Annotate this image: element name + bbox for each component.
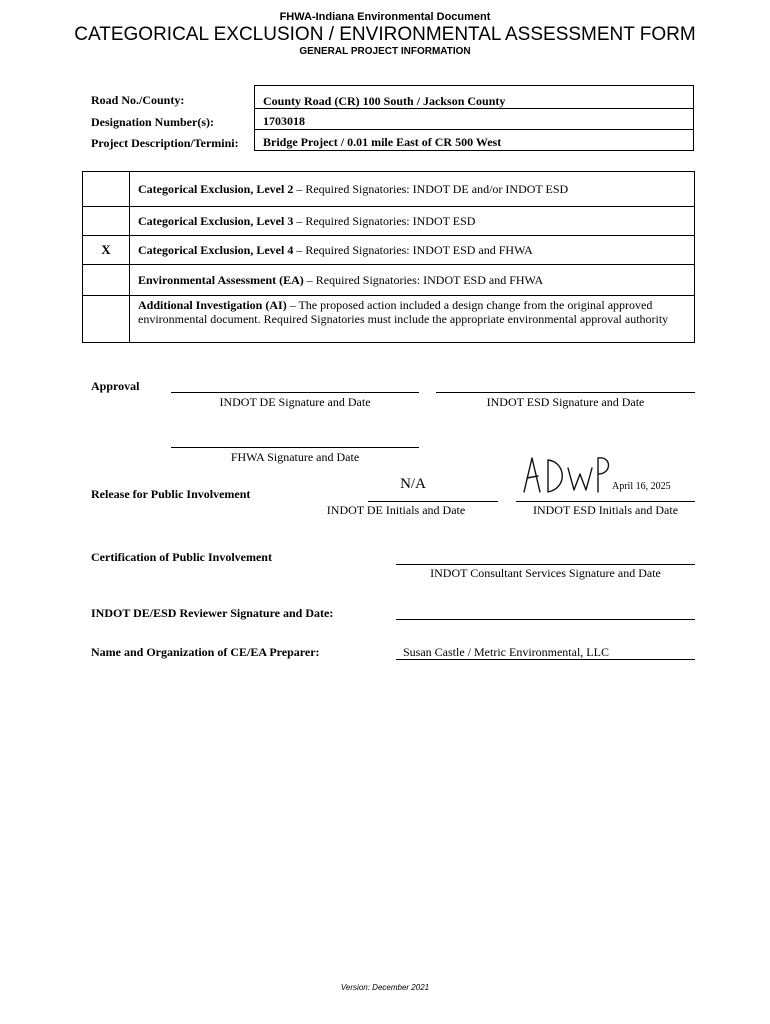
esd-initials-caption: INDOT ESD Initials and Date — [532, 503, 679, 517]
preparer-line[interactable] — [396, 659, 695, 660]
release-label: Release for Public Involvement — [91, 487, 251, 501]
certification-caption: INDOT Consultant Services Signature and Date — [430, 566, 661, 580]
option-description: – Required Signatories: INDOT ESD — [293, 214, 476, 228]
esd-signature-line[interactable] — [436, 392, 695, 393]
preparer-value: Susan Castle / Metric Environmental, LLC — [403, 645, 609, 659]
option-row-ce-level-4 — [83, 236, 694, 265]
option-title: Categorical Exclusion, Level 2 — [138, 182, 294, 196]
approval-label: Approval — [91, 379, 140, 393]
option-row-ce-level-3 — [83, 207, 694, 236]
option-text — [130, 172, 694, 206]
esd-initials-line[interactable] — [516, 501, 695, 502]
road-county-label: Road No./County: — [91, 93, 185, 107]
designation-value: 1703018 — [263, 114, 305, 128]
certification-label: Certification of Public Involvement — [91, 550, 272, 564]
designation-field — [254, 109, 694, 130]
option-row-additional-investigation — [83, 296, 694, 342]
de-initials-line[interactable] — [368, 501, 498, 502]
option-checkbox[interactable] — [83, 207, 130, 235]
fhwa-signature-line[interactable] — [171, 447, 419, 448]
de-signature-line[interactable] — [171, 392, 419, 393]
option-text — [130, 296, 694, 342]
project-description-field — [254, 130, 694, 151]
option-row-environmental-assessment — [83, 265, 694, 296]
option-checkbox[interactable] — [83, 265, 130, 295]
designation-label: Designation Number(s): — [91, 115, 214, 129]
de-initials-value: N/A — [400, 476, 426, 492]
esd-initials-date: April 16, 2025 — [612, 481, 671, 492]
fhwa-signature-caption: FHWA Signature and Date — [230, 450, 360, 464]
reviewer-label: INDOT DE/ESD Reviewer Signature and Date: — [91, 606, 334, 620]
reviewer-signature-line[interactable] — [396, 619, 695, 620]
option-description: – Required Signatories: INDOT ESD and FHWA — [303, 273, 544, 287]
document-level-table — [82, 171, 695, 343]
option-description: – Required Signatories: INDOT ESD and FHWA — [293, 243, 533, 257]
option-title: Environmental Assessment (EA) — [138, 273, 304, 287]
esd-initials-signature — [518, 452, 613, 498]
de-signature-caption: INDOT DE Signature and Date — [219, 395, 371, 409]
option-description: – The proposed action included a design change from the original approved environmental document. Required Signatories must include the appropriate environmental approval authority — [138, 298, 669, 326]
section-subtitle: GENERAL PROJECT INFORMATION — [299, 46, 471, 57]
road-county-field — [254, 85, 694, 109]
document-type-header: FHWA-Indiana Environmental Document — [279, 11, 491, 23]
certification-signature-line[interactable] — [396, 564, 695, 565]
option-row-ce-level-2 — [83, 172, 694, 207]
de-initials-caption: INDOT DE Initials and Date — [326, 503, 466, 517]
form-title: CATEGORICAL EXCLUSION / ENVIRONMENTAL ASSESSMENT FORM — [74, 24, 696, 45]
option-text — [130, 265, 694, 295]
esd-signature-caption: INDOT ESD Signature and Date — [486, 395, 645, 409]
option-checkbox[interactable] — [83, 296, 130, 342]
option-title: Categorical Exclusion, Level 4 — [138, 243, 294, 257]
option-description: – Required Signatories: INDOT DE and/or INDOT ESD — [293, 182, 569, 196]
project-description-value: Bridge Project / 0.01 mile East of CR 500 West — [263, 135, 502, 149]
option-text — [130, 236, 694, 264]
option-title: Categorical Exclusion, Level 3 — [138, 214, 294, 228]
road-county-value: County Road (CR) 100 South / Jackson County — [263, 94, 506, 108]
option-checkbox[interactable]: X — [83, 236, 130, 264]
option-checkbox[interactable] — [83, 172, 130, 206]
option-text — [130, 207, 694, 235]
option-title: Additional Investigation (AI) — [138, 298, 287, 312]
preparer-label: Name and Organization of CE/EA Preparer: — [91, 645, 320, 659]
version-footer: Version: December 2021 — [340, 983, 430, 992]
project-description-label: Project Description/Termini: — [91, 136, 239, 150]
